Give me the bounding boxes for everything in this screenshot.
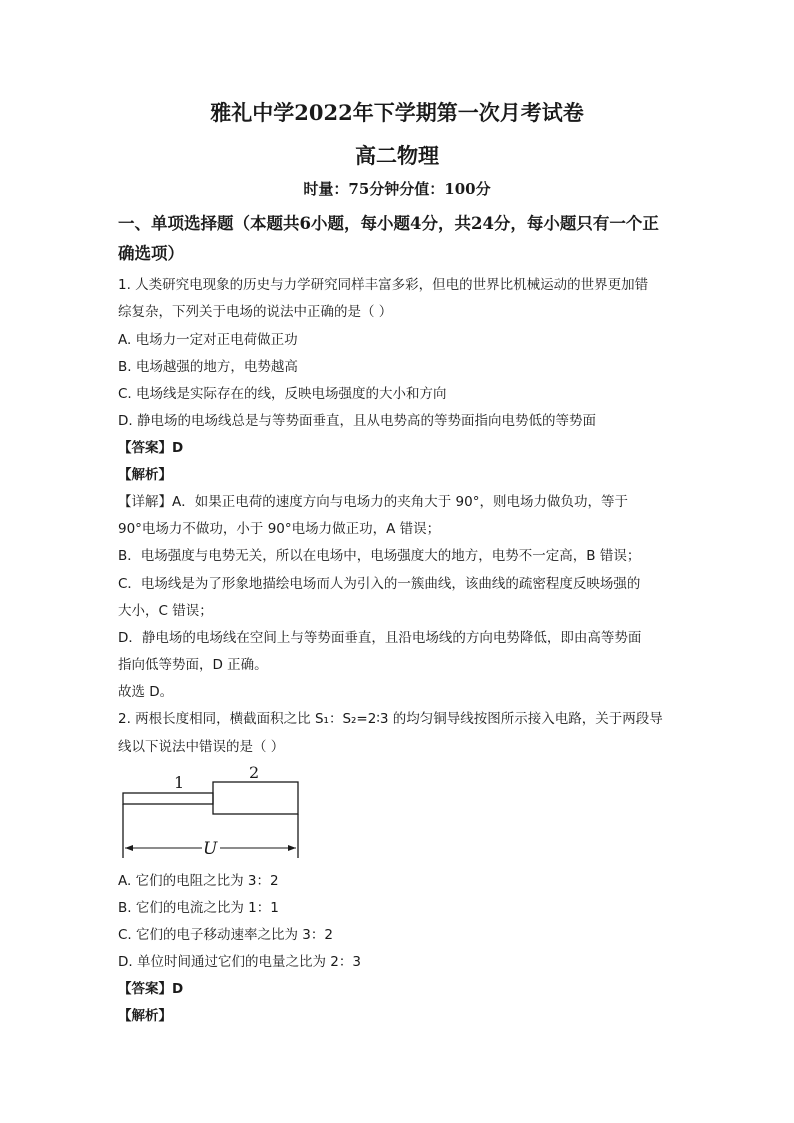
section-heading-line2: 确选项） [118, 244, 184, 263]
q2-stem-line1: 2. 两根长度相同，横截面积之比 S₁：S₂=2∶3 的均匀铜导线按图所示接入电路，关于两段导 [118, 711, 663, 727]
q1-detail-line8: 故选 D。 [118, 684, 174, 700]
exam-title: 雅礼中学2022年下学期第一次月考试卷 [210, 100, 584, 125]
q1-detail-line5: 大小，C 错误； [118, 603, 213, 619]
q2-option-b: B. 它们的电流之比为 1：1 [118, 900, 279, 916]
voltage-arrow-left-head [125, 845, 133, 851]
q1-detail-line4: C．电场线是为了形象地描绘电场而人为引入的一簇曲线，该曲线的疏密程度反映场强的 [118, 576, 641, 592]
q1-option-d: D. 静电场的电场线总是与等势面垂直，且从电势高的等势面指向电势低的等势面 [118, 413, 596, 429]
conductor-circuit-figure [118, 760, 318, 865]
q2-option-a: A. 它们的电阻之比为 3：2 [118, 873, 279, 889]
wire-2-label: 2 [249, 763, 260, 782]
q1-detail-line6: D．静电场的电场线在空间上与等势面垂直，且沿电场线的方向电势降低，即由高等势面 [118, 630, 642, 646]
q1-analysis-label: 【解析】 [118, 467, 172, 483]
exam-meta: 时量：75分钟分值：100分 [303, 180, 491, 198]
q2-option-d: D. 单位时间通过它们的电量之比为 2：3 [118, 954, 361, 970]
q1-answer: 【答案】D [118, 440, 184, 456]
q1-detail-line7: 指向低等势面，D 正确。 [118, 657, 268, 673]
thin-conductor-1 [123, 793, 213, 804]
q1-option-c: C. 电场线是实际存在的线，反映电场强度的大小和方向 [118, 386, 447, 402]
q1-stem-line1: 1. 人类研究电现象的历史与力学研究同样丰富多彩，但电的世界比机械运动的世界更加错 [118, 277, 649, 293]
section-heading-line1: 一、单项选择题（本题共6小题，每小题4分，共24分，每小题只有一个正 [118, 214, 659, 233]
q2-answer: 【答案】D [118, 981, 184, 997]
q1-detail-line2: 90°电场力不做功，小于 90°电场力做正功，A 错误； [118, 521, 441, 537]
voltage-arrow-right-head [288, 845, 296, 851]
q1-option-a: A. 电场力一定对正电荷做正功 [118, 332, 298, 348]
q1-stem-line2: 综复杂，下列关于电场的说法中正确的是（ ） [118, 304, 393, 320]
q2-stem-line2: 线以下说法中错误的是（ ） [118, 739, 285, 755]
q1-detail-line3: B．电场强度与电势无关，所以在电场中，电场强度大的地方，电势不一定高，B 错误； [118, 548, 641, 564]
q2-analysis-label: 【解析】 [118, 1008, 172, 1024]
thick-conductor-2 [213, 782, 298, 814]
exam-subject: 高二物理 [355, 143, 439, 168]
q1-detail-line1: 【详解】A．如果正电荷的速度方向与电场力的夹角大于 90°，则电场力做负功，等于 [118, 494, 628, 510]
q1-option-b: B. 电场越强的地方，电势越高 [118, 359, 298, 375]
voltage-label: U [203, 839, 218, 859]
wire-1-label: 1 [174, 773, 185, 792]
q2-option-c: C. 它们的电子移动速率之比为 3：2 [118, 927, 333, 943]
